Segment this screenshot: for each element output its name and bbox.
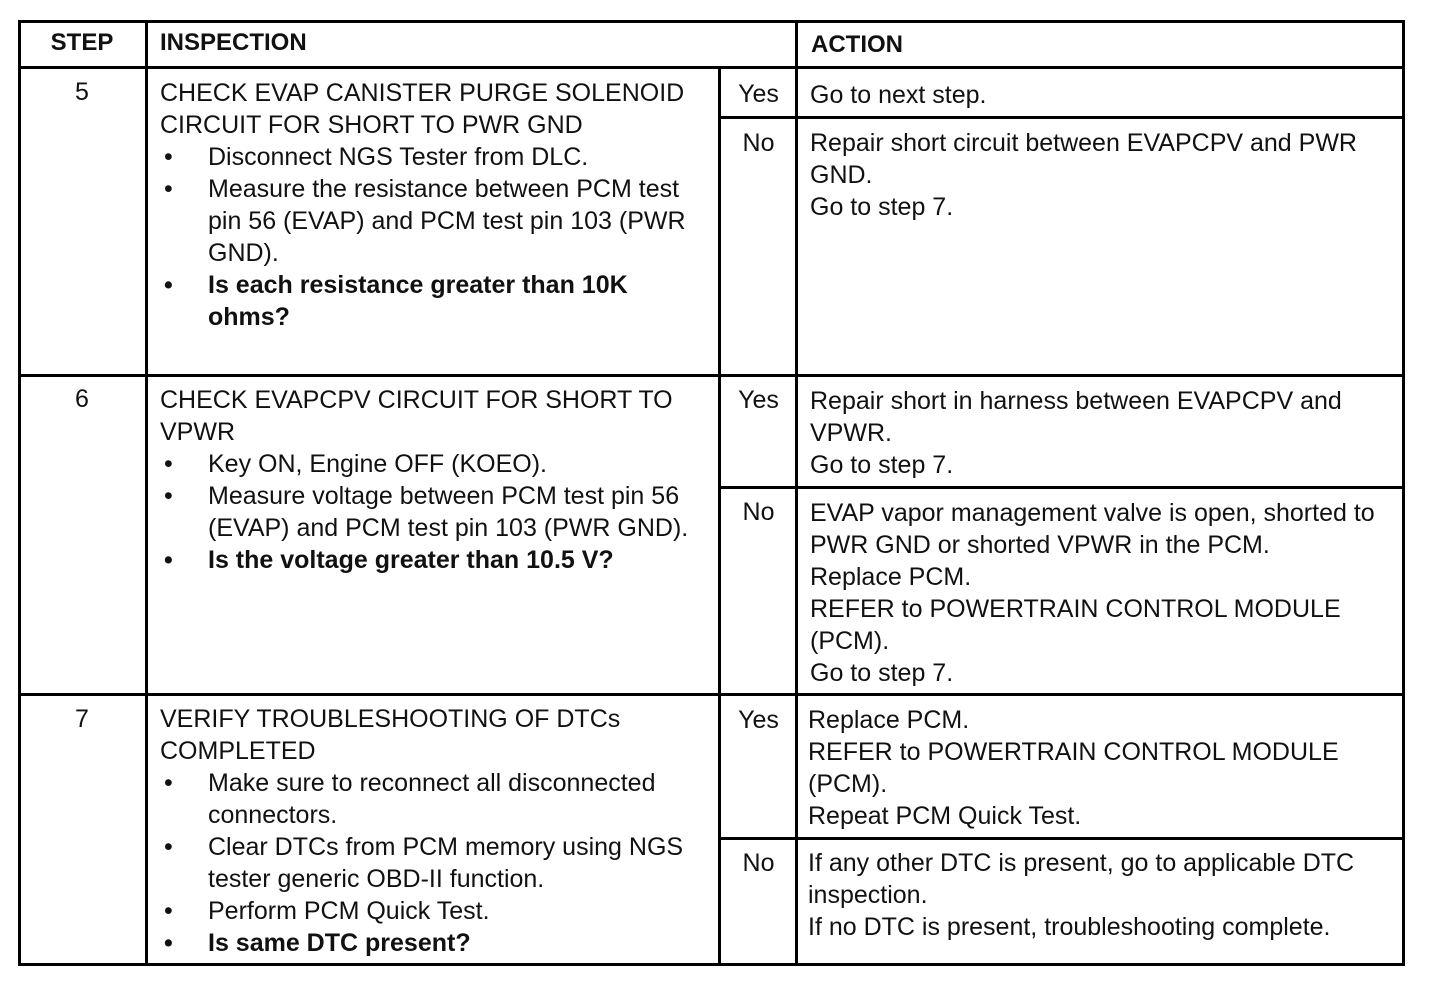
no-label: No	[742, 129, 775, 157]
rule-step6-bottom	[18, 693, 1405, 696]
action-line: Go to step 7.	[810, 193, 954, 221]
rule-action-col	[795, 20, 798, 966]
inspection-cell	[160, 77, 714, 333]
rule-step-col	[145, 20, 148, 966]
step-number: 7	[75, 705, 89, 733]
bullet-item: • Perform PCM Quick Test.	[160, 895, 714, 927]
yes-label: Yes	[738, 80, 779, 108]
bullet-question: • Is each resistance greater than 10K ohms?	[160, 269, 714, 333]
rule-step6-yes-bottom	[718, 486, 1405, 489]
yes-action	[810, 385, 1398, 481]
inspection-bullets	[160, 448, 714, 576]
rule-bottom	[18, 963, 1405, 966]
no-action	[810, 497, 1398, 689]
action-line: Go to step 7.	[810, 451, 954, 479]
yes-label: Yes	[738, 386, 779, 414]
header-step: STEP	[50, 29, 114, 56]
action-line: Replace PCM.	[810, 563, 972, 591]
action-line: REFER to POWERTRAIN CONTROL MODULE (PCM).	[808, 738, 1339, 798]
action-line: If any other DTC is present, go to applicable DTC inspection.	[808, 849, 1355, 909]
rule-step5-yes-bottom	[718, 116, 1405, 119]
action-line: Repeat PCM Quick Test.	[808, 802, 1082, 830]
bullet-item: • Measure the resistance between PCM test pin 56 (EVAP) and PCM test pin 103 (PWR GND).	[160, 173, 714, 269]
bullet-item: • Make sure to reconnect all disconnected connectors.	[160, 767, 714, 831]
inspection-title: CHECK EVAPCPV CIRCUIT FOR SHORT TO VPWR	[160, 386, 673, 446]
action-line: Repair short in harness between EVAPCPV and VPWR.	[810, 387, 1342, 447]
bullet-question: • Is the voltage greater than 10.5 V?	[160, 544, 714, 576]
rule-top	[18, 20, 1405, 23]
step-number: 6	[75, 385, 89, 413]
inspection-bullets	[160, 767, 714, 959]
no-label: No	[742, 498, 775, 526]
action-line: Repair short circuit between EVAPCPV and PWR GND.	[810, 129, 1357, 189]
inspection-cell	[160, 384, 714, 576]
rule-left	[18, 20, 21, 966]
action-line: If no DTC is present, troubleshooting complete.	[808, 913, 1331, 941]
no-action	[808, 847, 1398, 943]
action-line: Go to step 7.	[810, 659, 954, 687]
bullet-item: • Disconnect NGS Tester from DLC.	[160, 141, 714, 173]
inspection-bullets	[160, 141, 714, 333]
inspection-cell	[160, 703, 714, 959]
action-line: REFER to POWERTRAIN CONTROL MODULE (PCM).	[810, 595, 1341, 655]
inspection-title: VERIFY TROUBLESHOOTING OF DTCs COMPLETED	[160, 705, 621, 765]
bullet-item: • Measure voltage between PCM test pin 56 (EVAP) and PCM test pin 103 (PWR GND).	[160, 480, 714, 544]
no-label: No	[742, 849, 775, 877]
yes-action	[810, 79, 1398, 111]
yes-action	[808, 704, 1398, 832]
action-line: EVAP vapor management valve is open, shorted to PWR GND or shorted VPWR in the PCM.	[810, 499, 1375, 559]
action-line: Replace PCM.	[808, 706, 970, 734]
rule-step5-bottom	[18, 374, 1405, 377]
yes-label: Yes	[738, 706, 779, 734]
header-inspection: INSPECTION	[160, 29, 307, 56]
bullet-item: • Key ON, Engine OFF (KOEO).	[160, 448, 714, 480]
step-number: 5	[75, 78, 89, 106]
rule-right	[1402, 20, 1405, 966]
no-action	[810, 127, 1398, 223]
bullet-question: • Is same DTC present?	[160, 927, 714, 959]
rule-step7-yes-bottom	[718, 837, 1405, 840]
troubleshooting-table	[18, 20, 1405, 966]
inspection-title: CHECK EVAP CANISTER PURGE SOLENOID CIRCUIT FOR SHORT TO PWR GND	[160, 79, 685, 139]
rule-header-bottom	[18, 66, 1405, 69]
action-line: Go to next step.	[810, 81, 987, 109]
bullet-item: • Clear DTCs from PCM memory using NGS tester generic OBD-II function.	[160, 831, 714, 895]
header-action: ACTION	[811, 31, 903, 58]
